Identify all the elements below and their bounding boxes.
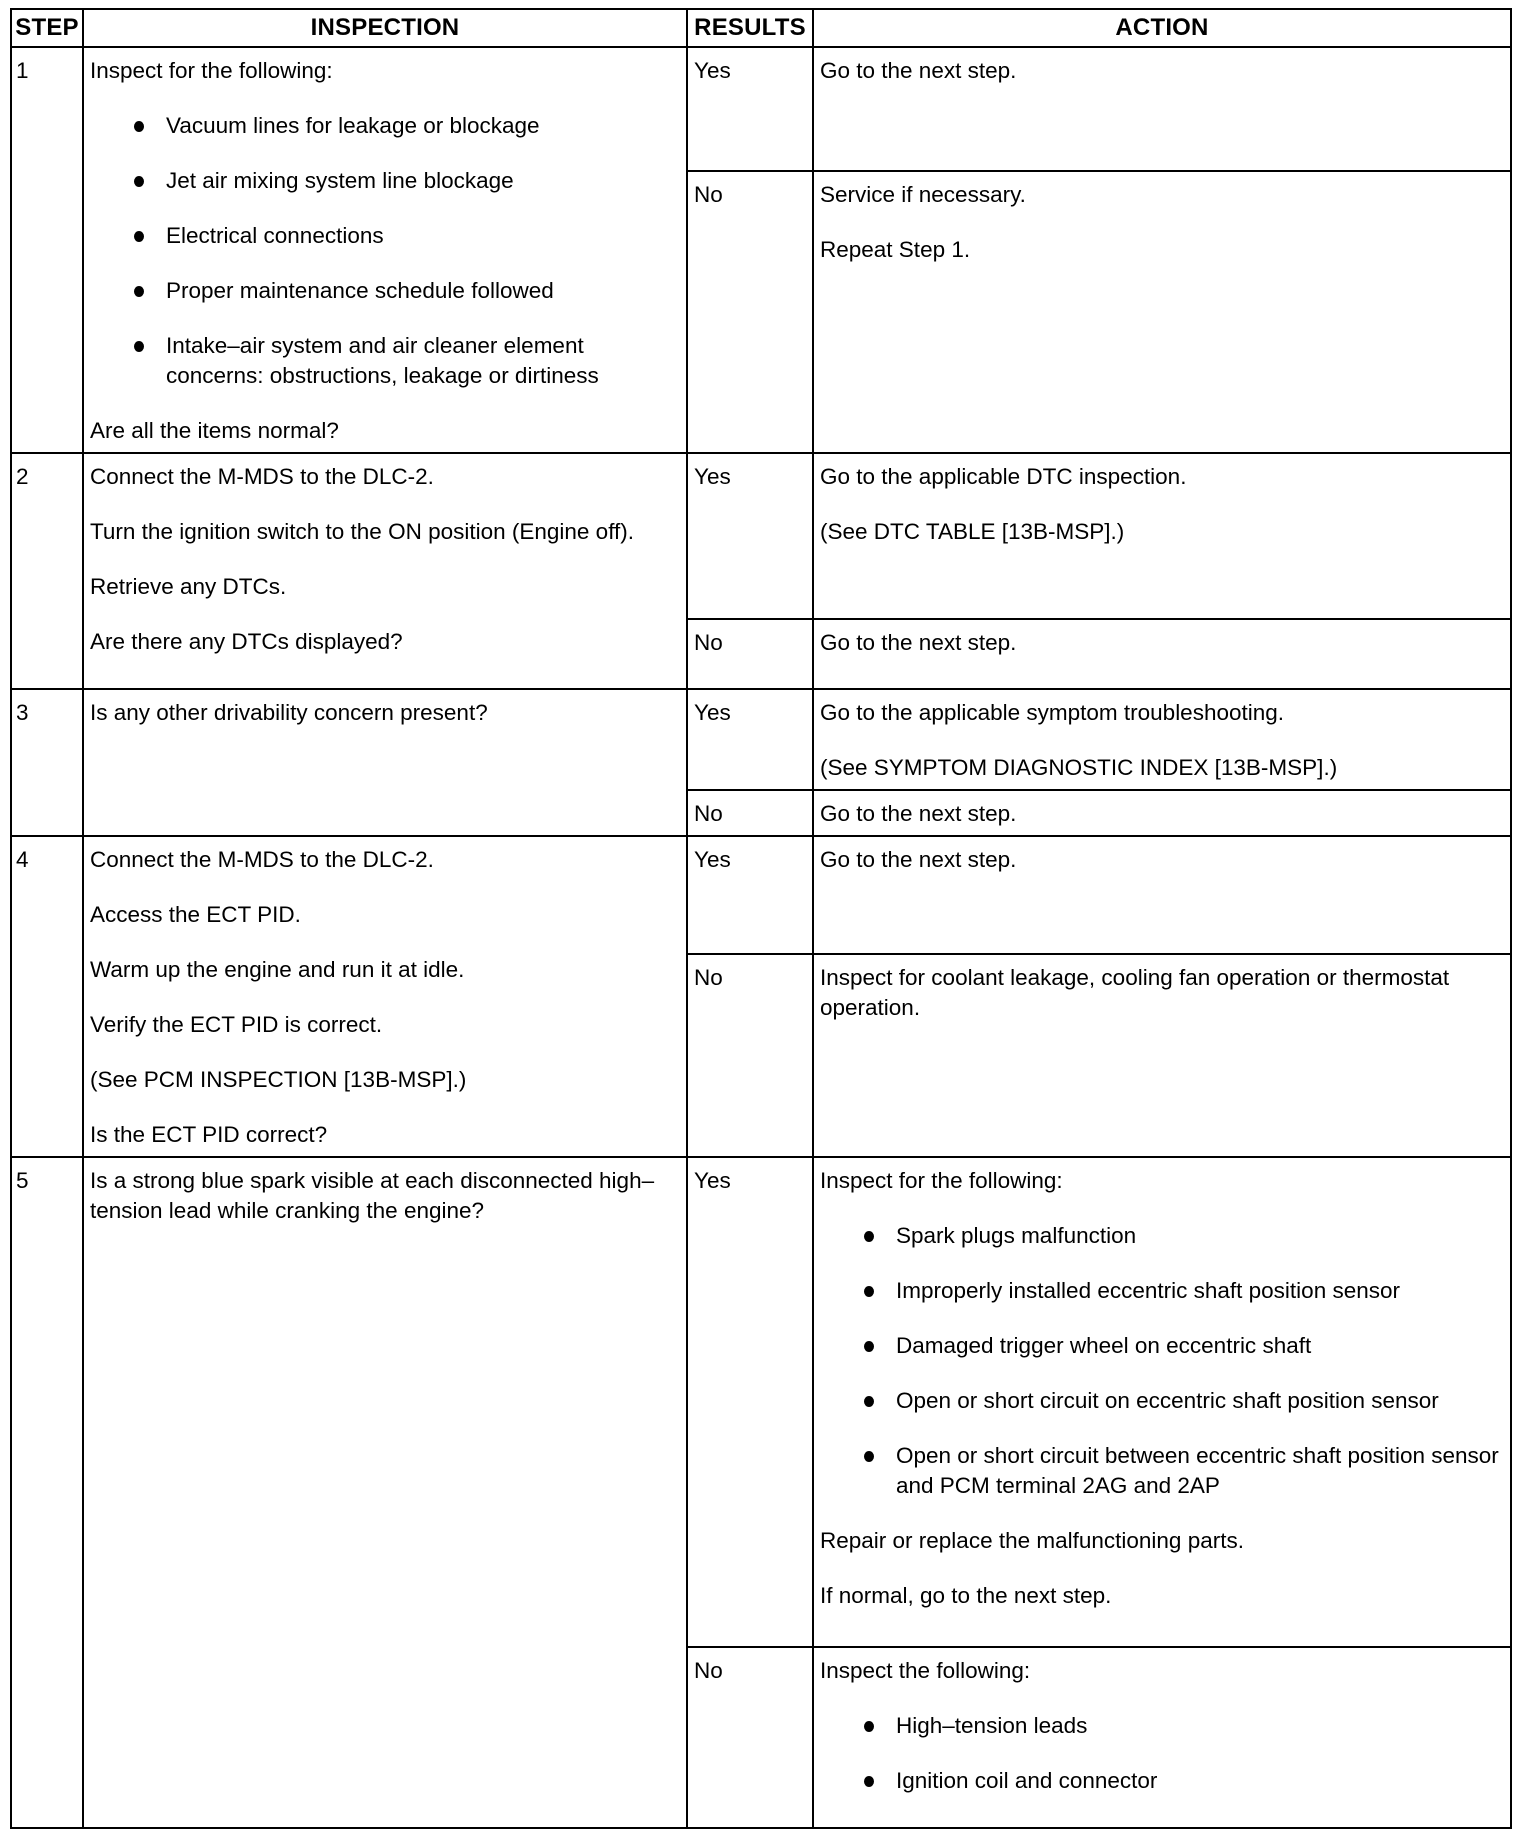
action-yes: Go to the next step. — [813, 47, 1511, 171]
step-3-inspection: Is any other drivability concern present? — [83, 689, 687, 836]
step-number: 2 — [11, 453, 83, 689]
step-number: 1 — [11, 47, 83, 453]
result-no: No — [687, 619, 813, 689]
step-5-yes-row — [11, 1157, 1511, 1647]
list-item: Vacuum lines for leakage or blockage — [90, 111, 680, 141]
result-no: No — [687, 954, 813, 1157]
action-no: Inspect for coolant leakage, cooling fan operation or thermostat operation. — [813, 954, 1511, 1157]
list-item: Open or short circuit between eccentric shaft position sensor and PCM terminal 2AG and 2AP — [820, 1441, 1504, 1501]
bullet-icon — [864, 1286, 874, 1297]
pcm-inspection-reference: (See PCM INSPECTION [13B-MSP].) — [90, 1067, 467, 1092]
step-5-inspection: Is a strong blue spark visible at each disconnected high–tension lead while cranking the engine? — [83, 1157, 687, 1828]
list-item: Damaged trigger wheel on eccentric shaft — [820, 1331, 1504, 1361]
action-yes: Go to the applicable DTC inspection. (See DTC TABLE [13B-MSP].) — [813, 453, 1511, 619]
list-item: Improperly installed eccentric shaft position sensor — [820, 1276, 1504, 1306]
inspection-list — [90, 111, 680, 391]
bullet-icon — [864, 1451, 874, 1462]
step-3-yes-row — [11, 689, 1511, 790]
bullet-icon — [134, 176, 144, 187]
action-no: Service if necessary. Repeat Step 1. — [813, 171, 1511, 453]
result-yes: Yes — [687, 1157, 813, 1647]
step-2-inspection: Connect the M-MDS to the DLC-2. Turn the ignition switch to the ON position (Engine off). Retrieve any DTCs. Are there any DTCs displayed? — [83, 453, 687, 689]
list-item: Proper maintenance schedule followed — [90, 276, 680, 306]
step-number: 4 — [11, 836, 83, 1157]
bullet-icon — [864, 1721, 874, 1732]
result-yes: Yes — [687, 689, 813, 790]
list-item: Ignition coil and connector — [820, 1766, 1504, 1796]
header-action: ACTION — [813, 9, 1511, 47]
diagnostic-table — [10, 8, 1512, 1829]
bullet-icon — [134, 121, 144, 132]
action-yes: Go to the applicable symptom troubleshooting. (See SYMPTOM DIAGNOSTIC INDEX [13B-MSP].) — [813, 689, 1511, 790]
step-number: 3 — [11, 689, 83, 836]
bullet-icon — [134, 341, 144, 352]
symptom-index-reference: (See SYMPTOM DIAGNOSTIC INDEX [13B-MSP].) — [820, 755, 1338, 780]
step-2-yes-row — [11, 453, 1511, 619]
header-results: RESULTS — [687, 9, 813, 47]
dtc-table-reference: (See DTC TABLE [13B-MSP].) — [820, 519, 1125, 544]
list-item: Open or short circuit on eccentric shaft position sensor — [820, 1386, 1504, 1416]
list-item: Intake–air system and air cleaner element concerns: obstructions, leakage or dirtiness — [90, 331, 680, 391]
result-no: No — [687, 1647, 813, 1828]
list-item: Spark plugs malfunction — [820, 1221, 1504, 1251]
bullet-icon — [134, 231, 144, 242]
list-item: Electrical connections — [90, 221, 680, 251]
step-1-inspection — [83, 47, 687, 453]
action-yes: Inspect for the following: Spark plugs malfunction Improperly installed eccentric shaft position sensor Damaged trigger wheel on eccentric shaft Open or short circuit on eccentric shaft position sensor Open or short circuit between eccentric shaft position sensor and PCM terminal 2AG and 2AP Repair or replace the malfunctioning parts. If normal, go to the next step. — [813, 1157, 1511, 1647]
action-list — [820, 1221, 1504, 1501]
result-no: No — [687, 171, 813, 453]
result-yes: Yes — [687, 453, 813, 619]
inspection-intro: Inspect for the following: — [90, 58, 333, 83]
action-no: Go to the next step. — [813, 619, 1511, 689]
list-item: High–tension leads — [820, 1711, 1504, 1741]
result-yes: Yes — [687, 47, 813, 171]
result-no: No — [687, 790, 813, 836]
action-no: Go to the next step. — [813, 790, 1511, 836]
inspection-question: Are all the items normal? — [90, 418, 339, 443]
step-1-yes-row — [11, 47, 1511, 171]
bullet-icon — [864, 1396, 874, 1407]
result-yes: Yes — [687, 836, 813, 954]
header-inspection: INSPECTION — [83, 9, 687, 47]
action-no: Inspect the following: High–tension leads Ignition coil and connector — [813, 1647, 1511, 1828]
bullet-icon — [864, 1341, 874, 1352]
bullet-icon — [864, 1231, 874, 1242]
step-number: 5 — [11, 1157, 83, 1828]
action-list — [820, 1711, 1504, 1796]
header-row — [11, 9, 1511, 47]
step-4-inspection: Connect the M-MDS to the DLC-2. Access the ECT PID. Warm up the engine and run it at idle. Verify the ECT PID is correct. (See PCM INSPECTION [13B-MSP].) Is the ECT PID correct? — [83, 836, 687, 1157]
header-step: STEP — [11, 9, 83, 47]
step-4-yes-row — [11, 836, 1511, 954]
troubleshooting-page — [10, 8, 1510, 1829]
list-item: Jet air mixing system line blockage — [90, 166, 680, 196]
bullet-icon — [864, 1776, 874, 1787]
action-yes: Go to the next step. — [813, 836, 1511, 954]
bullet-icon — [134, 286, 144, 297]
